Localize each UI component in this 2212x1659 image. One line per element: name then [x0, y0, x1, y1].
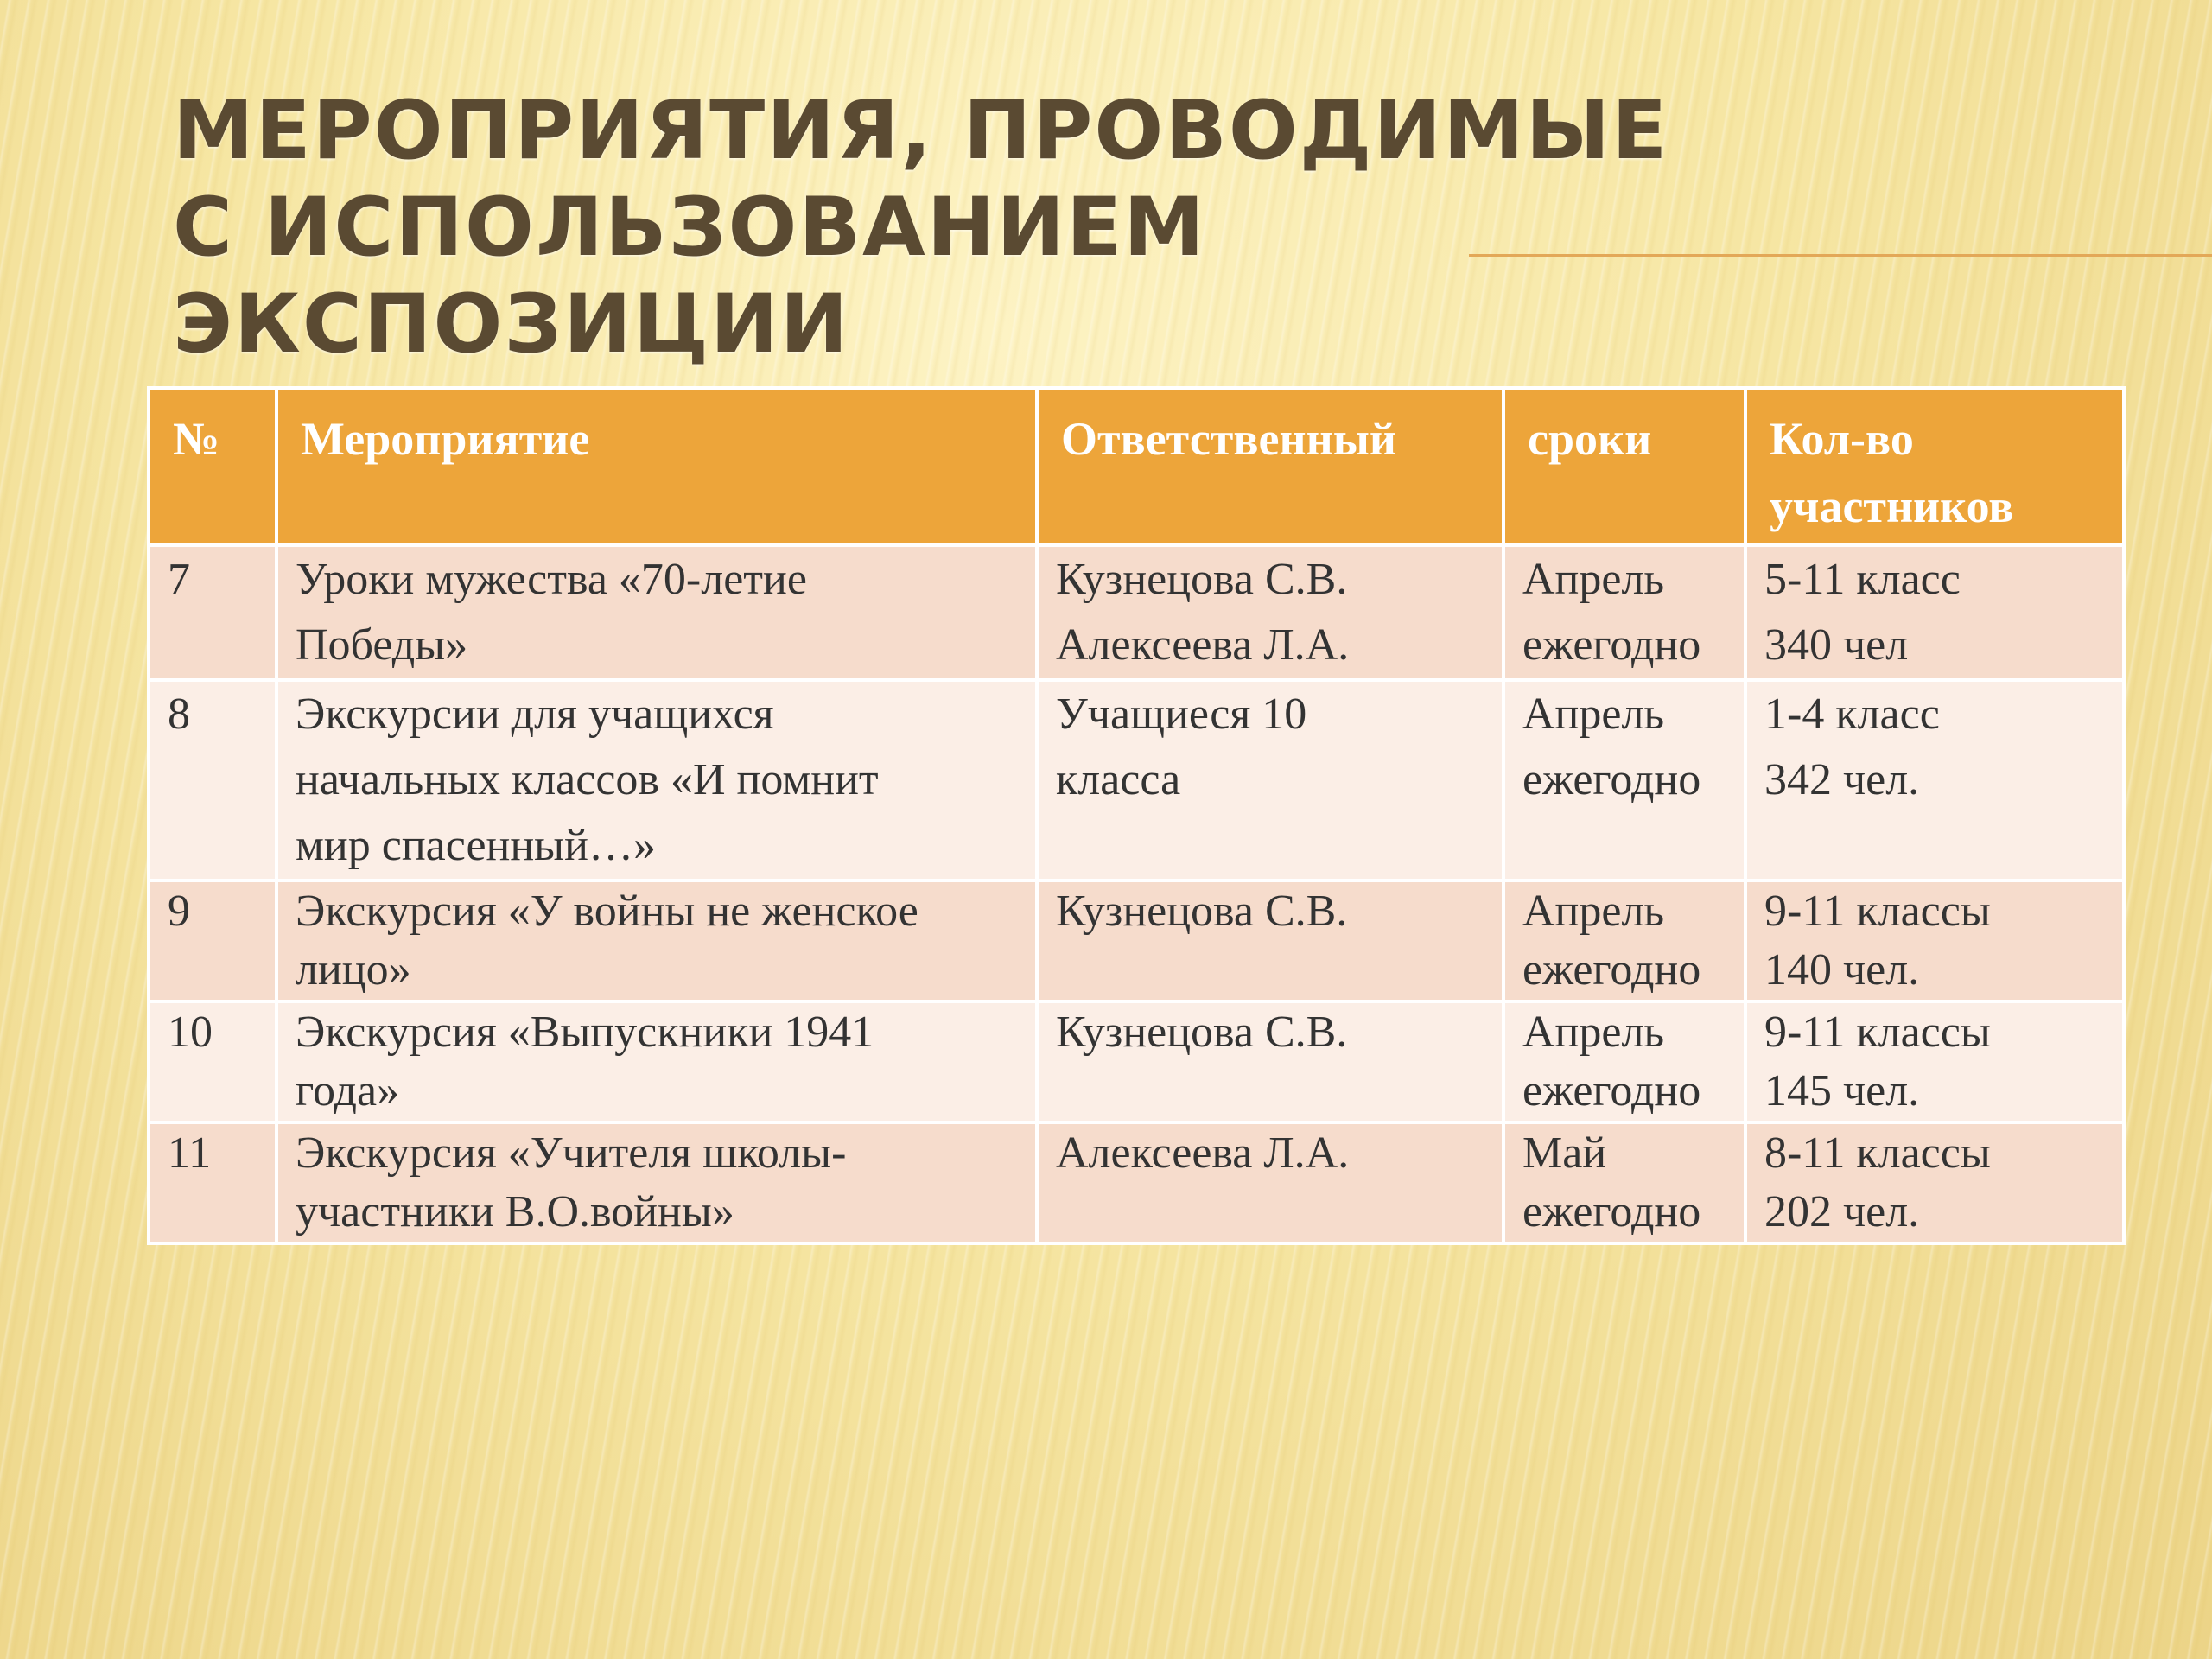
cell-line: Экскурсии для учащихся	[296, 690, 774, 739]
cell-participants	[1745, 1122, 2124, 1243]
cell-line: Апрель	[1522, 690, 1665, 739]
cell-terms	[1503, 680, 1745, 880]
cell-terms	[1503, 880, 1745, 1001]
cell-line: 1-4 класс	[1764, 690, 1940, 739]
table-row	[149, 880, 2124, 1001]
cell-number	[149, 545, 276, 680]
cell-line: Алексеева Л.А.	[1056, 620, 1350, 670]
cell-responsible	[1037, 545, 1503, 680]
events-table	[147, 386, 2126, 1245]
table-row	[149, 1001, 2124, 1122]
cell-line: 342 чел.	[1764, 755, 1920, 804]
cell-line: Кузнецова С.В.	[1056, 1007, 1348, 1057]
cell-line: мир спасенный…»	[296, 821, 656, 870]
cell-line: Экскурсия «Учителя школы-	[296, 1128, 847, 1178]
cell-event	[276, 680, 1037, 880]
cell-participants	[1745, 880, 2124, 1001]
cell-line: года»	[296, 1066, 400, 1116]
cell-line: ежегодно	[1522, 755, 1701, 804]
cell-line: 10	[168, 1007, 213, 1057]
cell-line: 9-11 классы	[1764, 1007, 1991, 1057]
cell-line: Уроки мужества «70-летие	[296, 555, 807, 604]
cell-line: 145 чел.	[1764, 1066, 1920, 1116]
header-responsible: Ответственный	[1037, 388, 1503, 545]
cell-line: 340 чел	[1764, 620, 1909, 670]
cell-line: ежегодно	[1522, 620, 1701, 670]
slide-title: МЕРОПРИЯТИЯ, ПРОВОДИМЫЕ С ИСПОЛЬЗОВАНИЕМ ЭКСПОЗИЦИИ	[173, 84, 1669, 372]
header-participants: Кол-во участников	[1745, 388, 2124, 545]
cell-event	[276, 545, 1037, 680]
title-underline	[1469, 254, 2212, 257]
cell-event	[276, 880, 1037, 1001]
cell-line: Апрель	[1522, 887, 1665, 936]
cell-line: Алексеева Л.А.	[1056, 1128, 1350, 1178]
cell-terms	[1503, 545, 1745, 680]
cell-terms	[1503, 1001, 1745, 1122]
cell-line: 202 чел.	[1764, 1187, 1920, 1236]
header-event: Мероприятие	[276, 388, 1037, 545]
cell-line: 9	[168, 887, 190, 936]
cell-responsible	[1037, 1122, 1503, 1243]
cell-line: 140 чел.	[1764, 945, 1920, 995]
cell-line: Май	[1522, 1128, 1607, 1178]
cell-line: Учащиеся 10	[1056, 690, 1307, 739]
cell-participants	[1745, 680, 2124, 880]
header-number: №	[149, 388, 276, 545]
cell-line: 8-11 классы	[1764, 1128, 1991, 1178]
cell-participants	[1745, 545, 2124, 680]
cell-line: 11	[168, 1128, 212, 1178]
cell-responsible	[1037, 880, 1503, 1001]
cell-terms	[1503, 1122, 1745, 1243]
cell-line: ежегодно	[1522, 1066, 1701, 1116]
cell-line: 5-11 класс	[1764, 555, 1961, 604]
cell-number	[149, 1001, 276, 1122]
cell-line: ежегодно	[1522, 1187, 1701, 1236]
cell-line: класса	[1056, 755, 1181, 804]
cell-line: ежегодно	[1522, 945, 1701, 995]
header-terms: сроки	[1503, 388, 1745, 545]
cell-line: Кузнецова С.В.	[1056, 555, 1348, 604]
cell-line: Экскурсия «Выпускники 1941	[296, 1007, 874, 1057]
cell-line: 7	[168, 555, 190, 604]
cell-line: Экскурсия «У войны не женское	[296, 887, 918, 936]
title-area	[173, 83, 1728, 373]
cell-responsible	[1037, 1001, 1503, 1122]
cell-responsible	[1037, 680, 1503, 880]
cell-line: Победы»	[296, 620, 468, 670]
cell-event	[276, 1122, 1037, 1243]
cell-line: лицо»	[296, 945, 411, 995]
cell-line: Апрель	[1522, 1007, 1665, 1057]
cell-line: Апрель	[1522, 555, 1665, 604]
cell-number	[149, 1122, 276, 1243]
cell-line: Кузнецова С.В.	[1056, 887, 1348, 936]
cell-line: 9-11 классы	[1764, 887, 1991, 936]
cell-event	[276, 1001, 1037, 1122]
cell-line: 8	[168, 690, 190, 739]
table-row	[149, 680, 2124, 880]
cell-line: начальных классов «И помнит	[296, 755, 879, 804]
table-row	[149, 545, 2124, 680]
table-header-row	[149, 388, 2124, 545]
table-row	[149, 1122, 2124, 1243]
cell-line: участники В.О.войны»	[296, 1187, 734, 1236]
cell-number	[149, 880, 276, 1001]
cell-participants	[1745, 1001, 2124, 1122]
cell-number	[149, 680, 276, 880]
